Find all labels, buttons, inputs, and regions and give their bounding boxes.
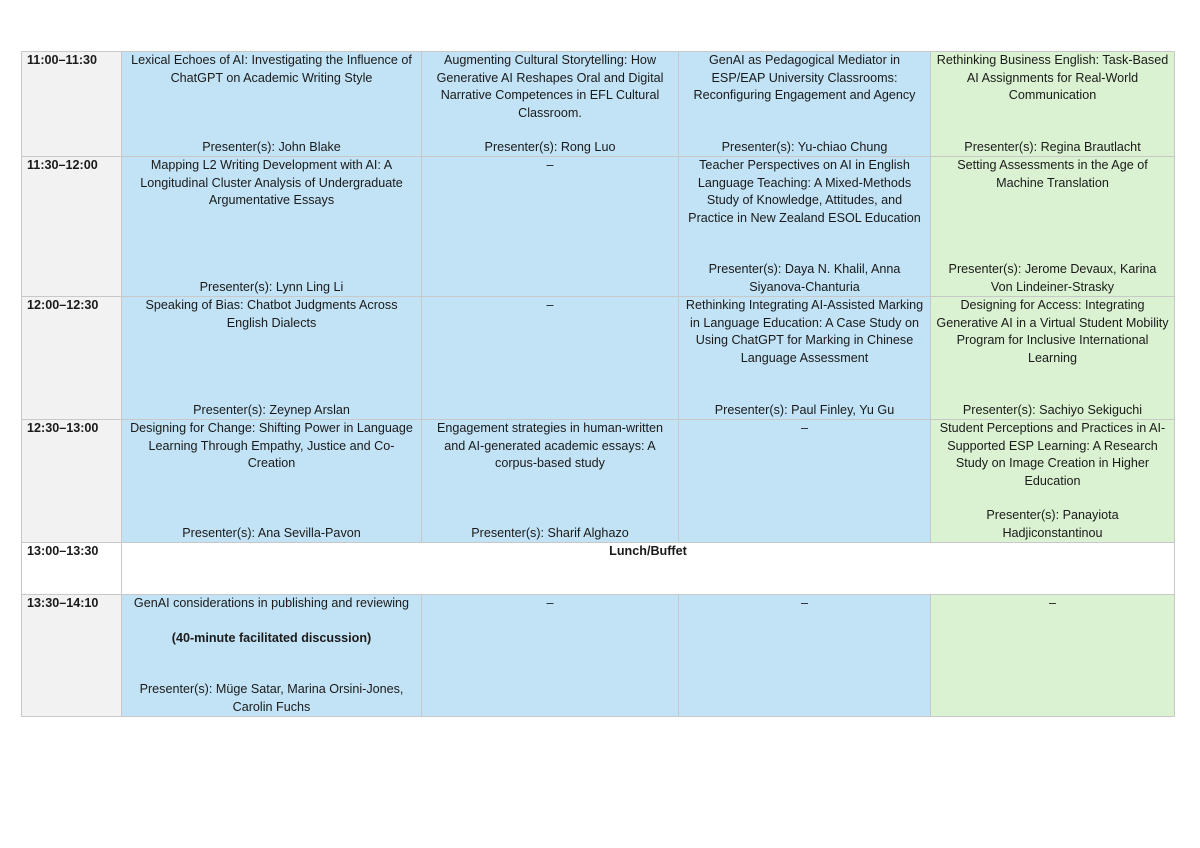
session-cell	[122, 595, 422, 717]
session-title: GenAI considerations in publishing and reviewing	[133, 596, 410, 610]
session-presenter: Presenter(s): Regina Brautlacht	[964, 139, 1141, 154]
empty-slot-dash: –	[546, 298, 554, 312]
empty-slot-dash: –	[546, 596, 554, 610]
session-cell	[931, 157, 1175, 297]
session-presenter: Presenter(s): Jerome Devaux, Karina Von Lindeiner-Strasky	[948, 262, 1157, 294]
session-cell	[679, 595, 931, 717]
session-cell	[931, 595, 1175, 717]
schedule-row	[22, 52, 1175, 157]
schedule-table	[21, 51, 1175, 717]
session-cell	[122, 157, 422, 297]
session-cell	[679, 52, 931, 157]
session-title: Teacher Perspectives on AI in English Language Teaching: A Mixed-Methods Study of Knowledge, Attitudes, and Practice in New Zealand ESOL Education	[688, 158, 921, 225]
session-title: Engagement strategies in human-written and AI-generated academic essays: A corpus-based study	[436, 421, 664, 470]
session-presenter: Presenter(s): Ana Sevilla-Pavon	[182, 525, 361, 540]
session-cell	[931, 52, 1175, 157]
time-slot: 11:00–11:30	[22, 52, 122, 157]
session-cell	[122, 420, 422, 543]
session-presenter: Presenter(s): Müge Satar, Marina Orsini-Jones, Carolin Fuchs	[139, 682, 404, 714]
session-cell	[422, 595, 679, 717]
time-slot: 11:30–12:00	[22, 157, 122, 297]
session-title: Mapping L2 Writing Development with AI: A Longitudinal Cluster Analysis of Undergraduate Argumentative Essays	[140, 158, 403, 207]
session-title: Designing for Access: Integrating Generative AI in a Virtual Student Mobility Program for Inclusive International Learning	[936, 298, 1169, 365]
session-presenter: Presenter(s): Daya N. Khalil, Anna Siyanova-Chanturia	[708, 262, 901, 294]
session-presenter: Presenter(s): Paul Finley, Yu Gu	[714, 402, 895, 417]
session-presenter: Presenter(s): Sharif Alghazo	[471, 525, 629, 540]
session-title: Lexical Echoes of AI: Investigating the Influence of ChatGPT on Academic Writing Style	[131, 53, 412, 85]
session-cell	[122, 297, 422, 420]
session-cell	[422, 420, 679, 543]
session-title: Rethinking Integrating AI-Assisted Marking in Language Education: A Case Study on Using ChatGPT for Marking in Chinese Language Assessment	[685, 298, 924, 365]
empty-slot-dash: –	[800, 421, 808, 435]
schedule-row	[22, 420, 1175, 543]
session-cell	[422, 297, 679, 420]
session-cell	[422, 52, 679, 157]
session-title: Designing for Change: Shifting Power in Language Learning Through Empathy, Justice and Co-Creation	[130, 421, 413, 470]
empty-slot-dash: –	[1048, 596, 1056, 610]
session-cell	[122, 52, 422, 157]
session-presenter: Presenter(s): John Blake	[202, 139, 341, 154]
session-presenter: Presenter(s): Lynn Ling Li	[199, 279, 344, 294]
session-title: Speaking of Bias: Chatbot Judgments Across English Dialects	[145, 298, 398, 330]
session-cell	[679, 420, 931, 543]
session-title: Augmenting Cultural Storytelling: How Generative AI Reshapes Oral and Digital Narrative Competences in EFL Cultural Classroom.	[436, 53, 664, 120]
empty-slot-dash: –	[800, 596, 808, 610]
session-title: Rethinking Business English: Task-Based AI Assignments for Real-World Communication	[936, 53, 1169, 102]
schedule-row	[22, 157, 1175, 297]
schedule-row	[22, 595, 1175, 717]
time-slot: 12:30–13:00	[22, 420, 122, 543]
session-presenter: Presenter(s): Yu-chiao Chung	[721, 139, 888, 154]
session-title: Student Perceptions and Practices in AI-Supported ESP Learning: A Research Study on Image Creation in Higher Education	[939, 421, 1166, 488]
session-note: (40-minute facilitated discussion)	[171, 630, 372, 645]
session-presenter: Presenter(s): Panayiota Hadjiconstantinou	[986, 508, 1119, 540]
session-title: GenAI as Pedagogical Mediator in ESP/EAP University Classrooms: Reconfiguring Engagement and Agency	[693, 53, 916, 102]
session-presenter: Presenter(s): Sachiyo Sekiguchi	[962, 402, 1143, 417]
time-slot: 13:00–13:30	[22, 543, 122, 595]
time-slot: 13:30–14:10	[22, 595, 122, 717]
session-cell	[679, 157, 931, 297]
time-slot: 12:00–12:30	[22, 297, 122, 420]
session-cell	[422, 157, 679, 297]
schedule-row	[22, 297, 1175, 420]
session-cell	[931, 420, 1175, 543]
session-cell	[679, 297, 931, 420]
empty-slot-dash: –	[546, 158, 554, 172]
session-presenter: Presenter(s): Rong Luo	[484, 139, 616, 154]
lunch-break: Lunch/Buffet	[122, 543, 1175, 595]
session-cell	[931, 297, 1175, 420]
schedule-row-lunch	[22, 543, 1175, 595]
session-title: Setting Assessments in the Age of Machine Translation	[957, 158, 1148, 190]
session-presenter: Presenter(s): Zeynep Arslan	[193, 402, 350, 417]
